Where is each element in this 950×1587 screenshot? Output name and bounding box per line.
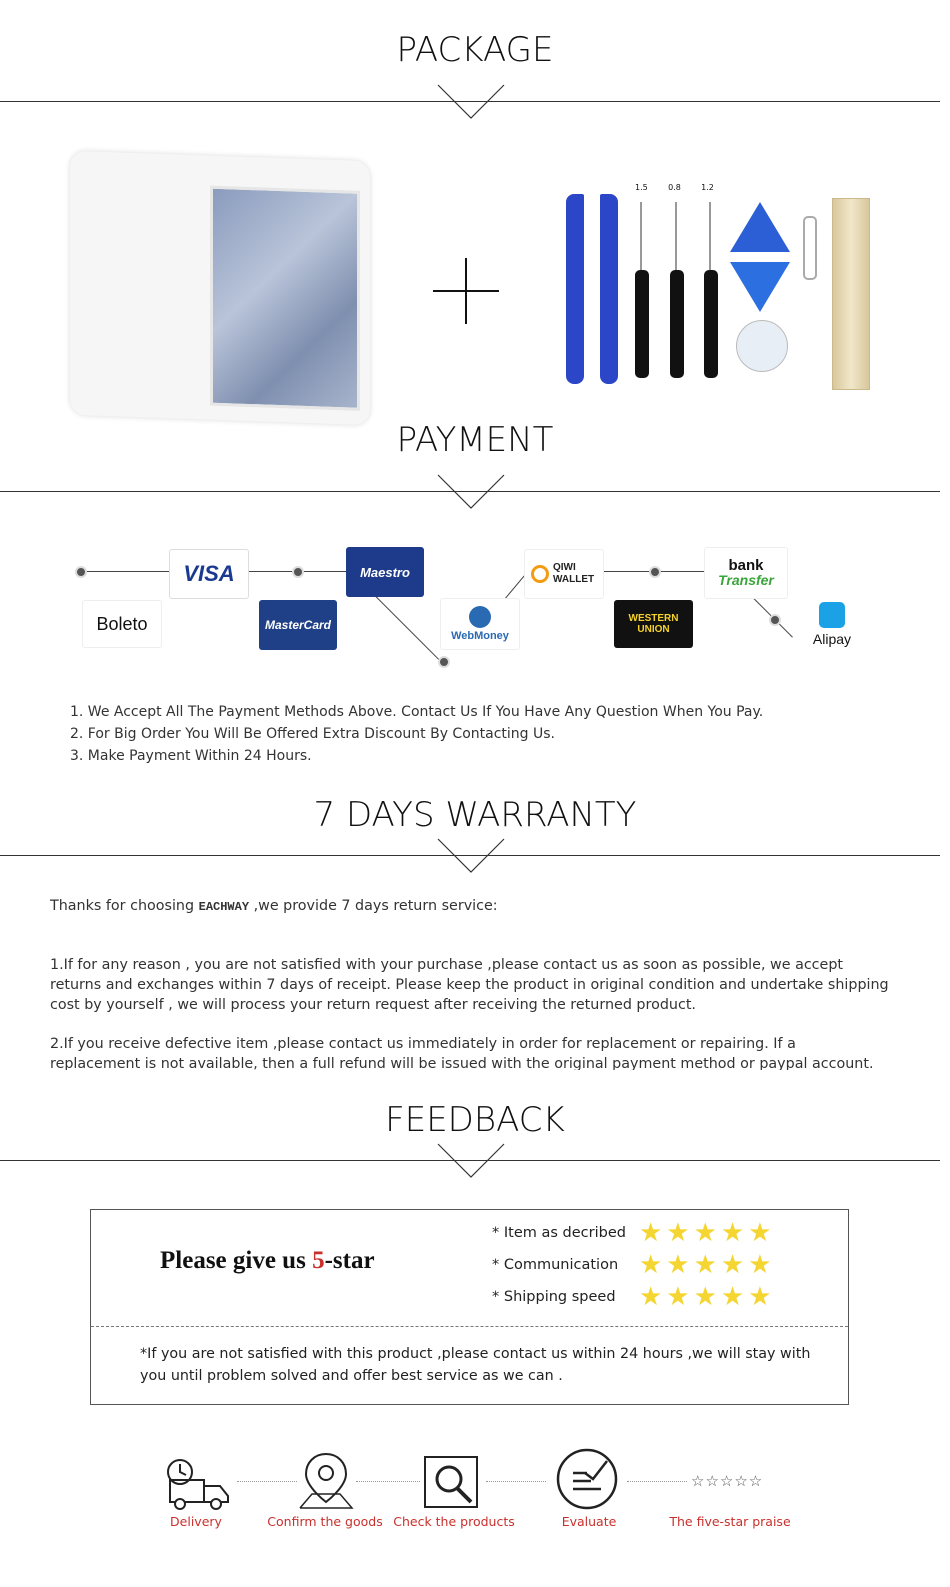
evaluate-icon: [555, 1447, 619, 1515]
step-connector: [627, 1481, 687, 1482]
connector-dot: [769, 614, 781, 626]
step-label: Confirm the goods: [267, 1514, 383, 1529]
section-title-package: PACKAGE: [396, 30, 554, 70]
pry-tool-icon: [566, 194, 584, 384]
connector-dot: [649, 566, 661, 578]
alipay-icon: [819, 602, 845, 628]
feedback-box: [90, 1209, 849, 1405]
section-title-warranty: 7 DAYS WARRANTY: [313, 795, 637, 835]
triangle-pick-icon: [730, 262, 790, 312]
connector-dot: [292, 566, 304, 578]
phone-in-bag: [210, 186, 360, 411]
step-label: Check the products: [393, 1514, 515, 1529]
connector-dot: [438, 656, 450, 668]
mastercard-logo: MasterCard: [259, 600, 337, 650]
brand-name: EACHWAY: [198, 900, 250, 914]
connector-line: [505, 575, 525, 599]
step-connector: [237, 1481, 297, 1482]
connector-line: [375, 596, 442, 663]
chevron-down-icon: [437, 84, 507, 104]
magnifier-check-icon: [423, 1455, 481, 1515]
western-union-logo: WESTERN UNION: [614, 600, 693, 648]
step-label: Evaluate: [561, 1514, 617, 1529]
warranty-paragraph: 1.If for any reason , you are not satisfied with your purchase ,please contact us as soon as possible, we accept returns and exchanges within 7 days of receipt. Please keep the product in original condition and undertake shipping cost by yourself , we will process your return request after receiving the returned product.: [50, 957, 889, 1013]
screwdriver-icon: [670, 270, 684, 378]
webmoney-logo: WebMoney: [440, 598, 520, 650]
tool-kit-image: [560, 180, 880, 395]
screwdriver-label: 0.8: [668, 183, 681, 192]
screwdriver-icon: [640, 202, 642, 272]
step-connector: [486, 1481, 546, 1482]
dashed-divider: [91, 1326, 848, 1327]
screwdriver-icon: [709, 202, 711, 272]
connector-line: [80, 571, 170, 572]
star-rating-icon: ★★★★★: [639, 1218, 776, 1248]
screwdriver-label: 1.2: [701, 183, 714, 192]
five-star-icon: ☆☆☆☆☆: [691, 1472, 764, 1490]
sim-pin-icon: [803, 216, 817, 280]
connector-dot: [75, 566, 87, 578]
section-title-payment: PAYMENT: [396, 420, 554, 460]
rating-label: * Shipping speed: [492, 1289, 616, 1305]
plus-icon: [433, 258, 499, 324]
screwdriver-label: 1.5: [635, 183, 648, 192]
feedback-headline: Please give us 5-star: [160, 1247, 375, 1274]
payment-note: 3. Make Payment Within 24 Hours.: [70, 748, 312, 764]
suction-cup-icon: [736, 320, 788, 372]
rating-label: * Communication: [492, 1257, 619, 1273]
warranty-intro: Thanks for choosing EACHWAY ,we provide 7 days return service:: [50, 898, 498, 914]
rating-label: * Item as decribed: [492, 1225, 626, 1241]
payment-note: 1. We Accept All The Payment Methods Above. Contact Us If You Have Any Question When You Pay.: [70, 704, 764, 720]
payment-note: 2. For Big Order You Will Be Offered Extra Discount By Contacting Us.: [70, 726, 555, 742]
bank-transfer-logo: bank Transfer: [704, 547, 788, 599]
step-connector: [356, 1481, 420, 1482]
screwdriver-icon: [675, 202, 677, 272]
globe-icon: [469, 606, 491, 628]
screwdriver-icon: [704, 270, 718, 378]
screwdriver-icon: [635, 270, 649, 378]
visa-logo: VISA: [169, 549, 249, 599]
chevron-down-icon: [437, 474, 507, 494]
star-rating-icon: ★★★★★: [639, 1282, 776, 1312]
star-rating-icon: ★★★★★: [639, 1250, 776, 1280]
chevron-down-icon: [437, 838, 507, 858]
spudger-icon: [600, 194, 618, 384]
feedback-note: *If you are not satisfied with this product ,please contact us within 24 hours ,we will stay with you until problem solved and offer best service as we can .: [140, 1346, 811, 1384]
foam-box-image: [70, 151, 370, 425]
qiwi-icon: [531, 565, 549, 583]
alipay-logo: Alipay: [794, 598, 870, 650]
step-label: The five-star praise: [669, 1514, 791, 1529]
section-title-feedback: FEEDBACK: [385, 1100, 565, 1140]
step-label: Delivery: [170, 1514, 222, 1529]
qiwi-logo: QIWI WALLET: [524, 549, 604, 599]
boleto-logo: Boleto: [82, 600, 162, 648]
chevron-down-icon: [437, 1143, 507, 1163]
maestro-logo: Maestro: [346, 547, 424, 597]
adhesive-tape-icon: [832, 198, 870, 390]
triangle-pick-icon: [730, 202, 790, 252]
delivery-truck-icon: [166, 1458, 232, 1514]
location-pin-icon: [296, 1450, 356, 1514]
warranty-paragraph: 2.If you receive defective item ,please contact us immediately in order for replacement or repairing. If a replacement is not available, then a full refund will be issued with the original payment method or paypal account.: [50, 1036, 874, 1070]
